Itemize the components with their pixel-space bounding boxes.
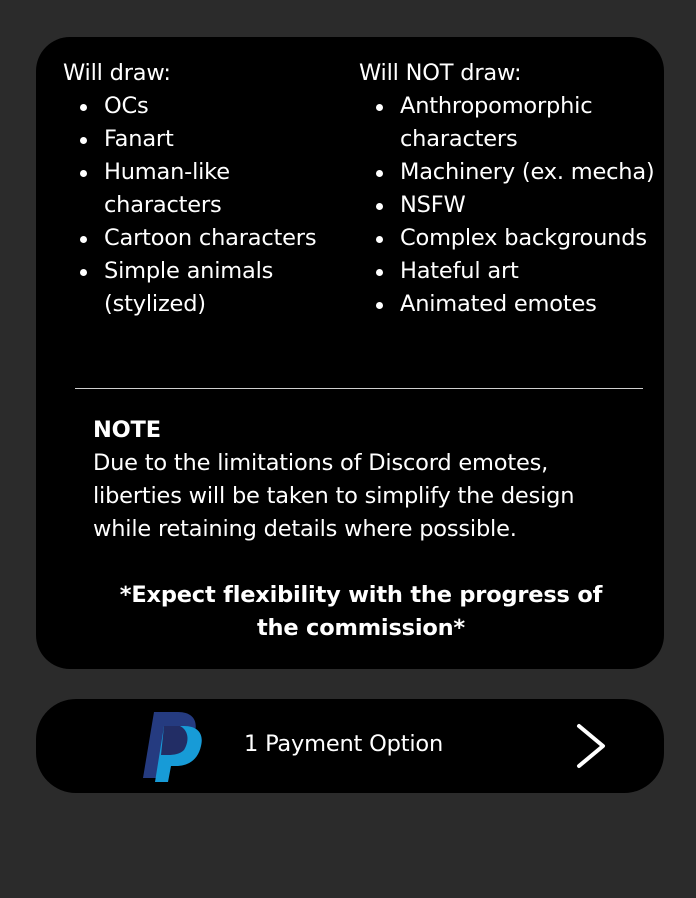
will-not-draw-item: Animated emotes [359,288,664,321]
will-not-draw-item: Machinery (ex. mecha) [359,156,664,189]
payment-option-button[interactable] [36,699,664,793]
note-title: NOTE [93,417,161,443]
will-draw-item: Cartoon characters [63,222,353,255]
will-not-draw-item: Anthropomorphic characters [359,90,664,156]
will-draw-item: Simple animals (stylized) [63,255,353,321]
will-draw-item: Human-like characters [63,156,353,222]
will-not-draw-item: Complex backgrounds [359,222,664,255]
note-body: Due to the limitations of Discord emotes, liberties will be taken to simplify the design while retaining details where possible. [93,450,575,542]
will-not-draw-column [359,57,664,321]
will-not-draw-title: Will NOT draw: [359,60,522,86]
will-not-draw-item: Hateful art [359,255,664,288]
will-draw-column [63,57,353,321]
will-draw-title: Will draw: [63,60,171,86]
payment-option-label: 1 Payment Option [244,731,444,757]
will-not-draw-list [359,90,664,321]
paypal-logo-icon [140,710,204,782]
commission-info-card [36,37,664,669]
chevron-right-icon[interactable] [574,723,608,769]
expect-flexibility-text: *Expect flexibility with the progress of the commission* [119,582,603,641]
section-divider [75,388,643,389]
note-section [93,414,633,546]
will-not-draw-item: NSFW [359,189,664,222]
will-draw-list [63,90,353,321]
will-draw-item: Fanart [63,123,353,156]
will-draw-item: OCs [63,90,353,123]
